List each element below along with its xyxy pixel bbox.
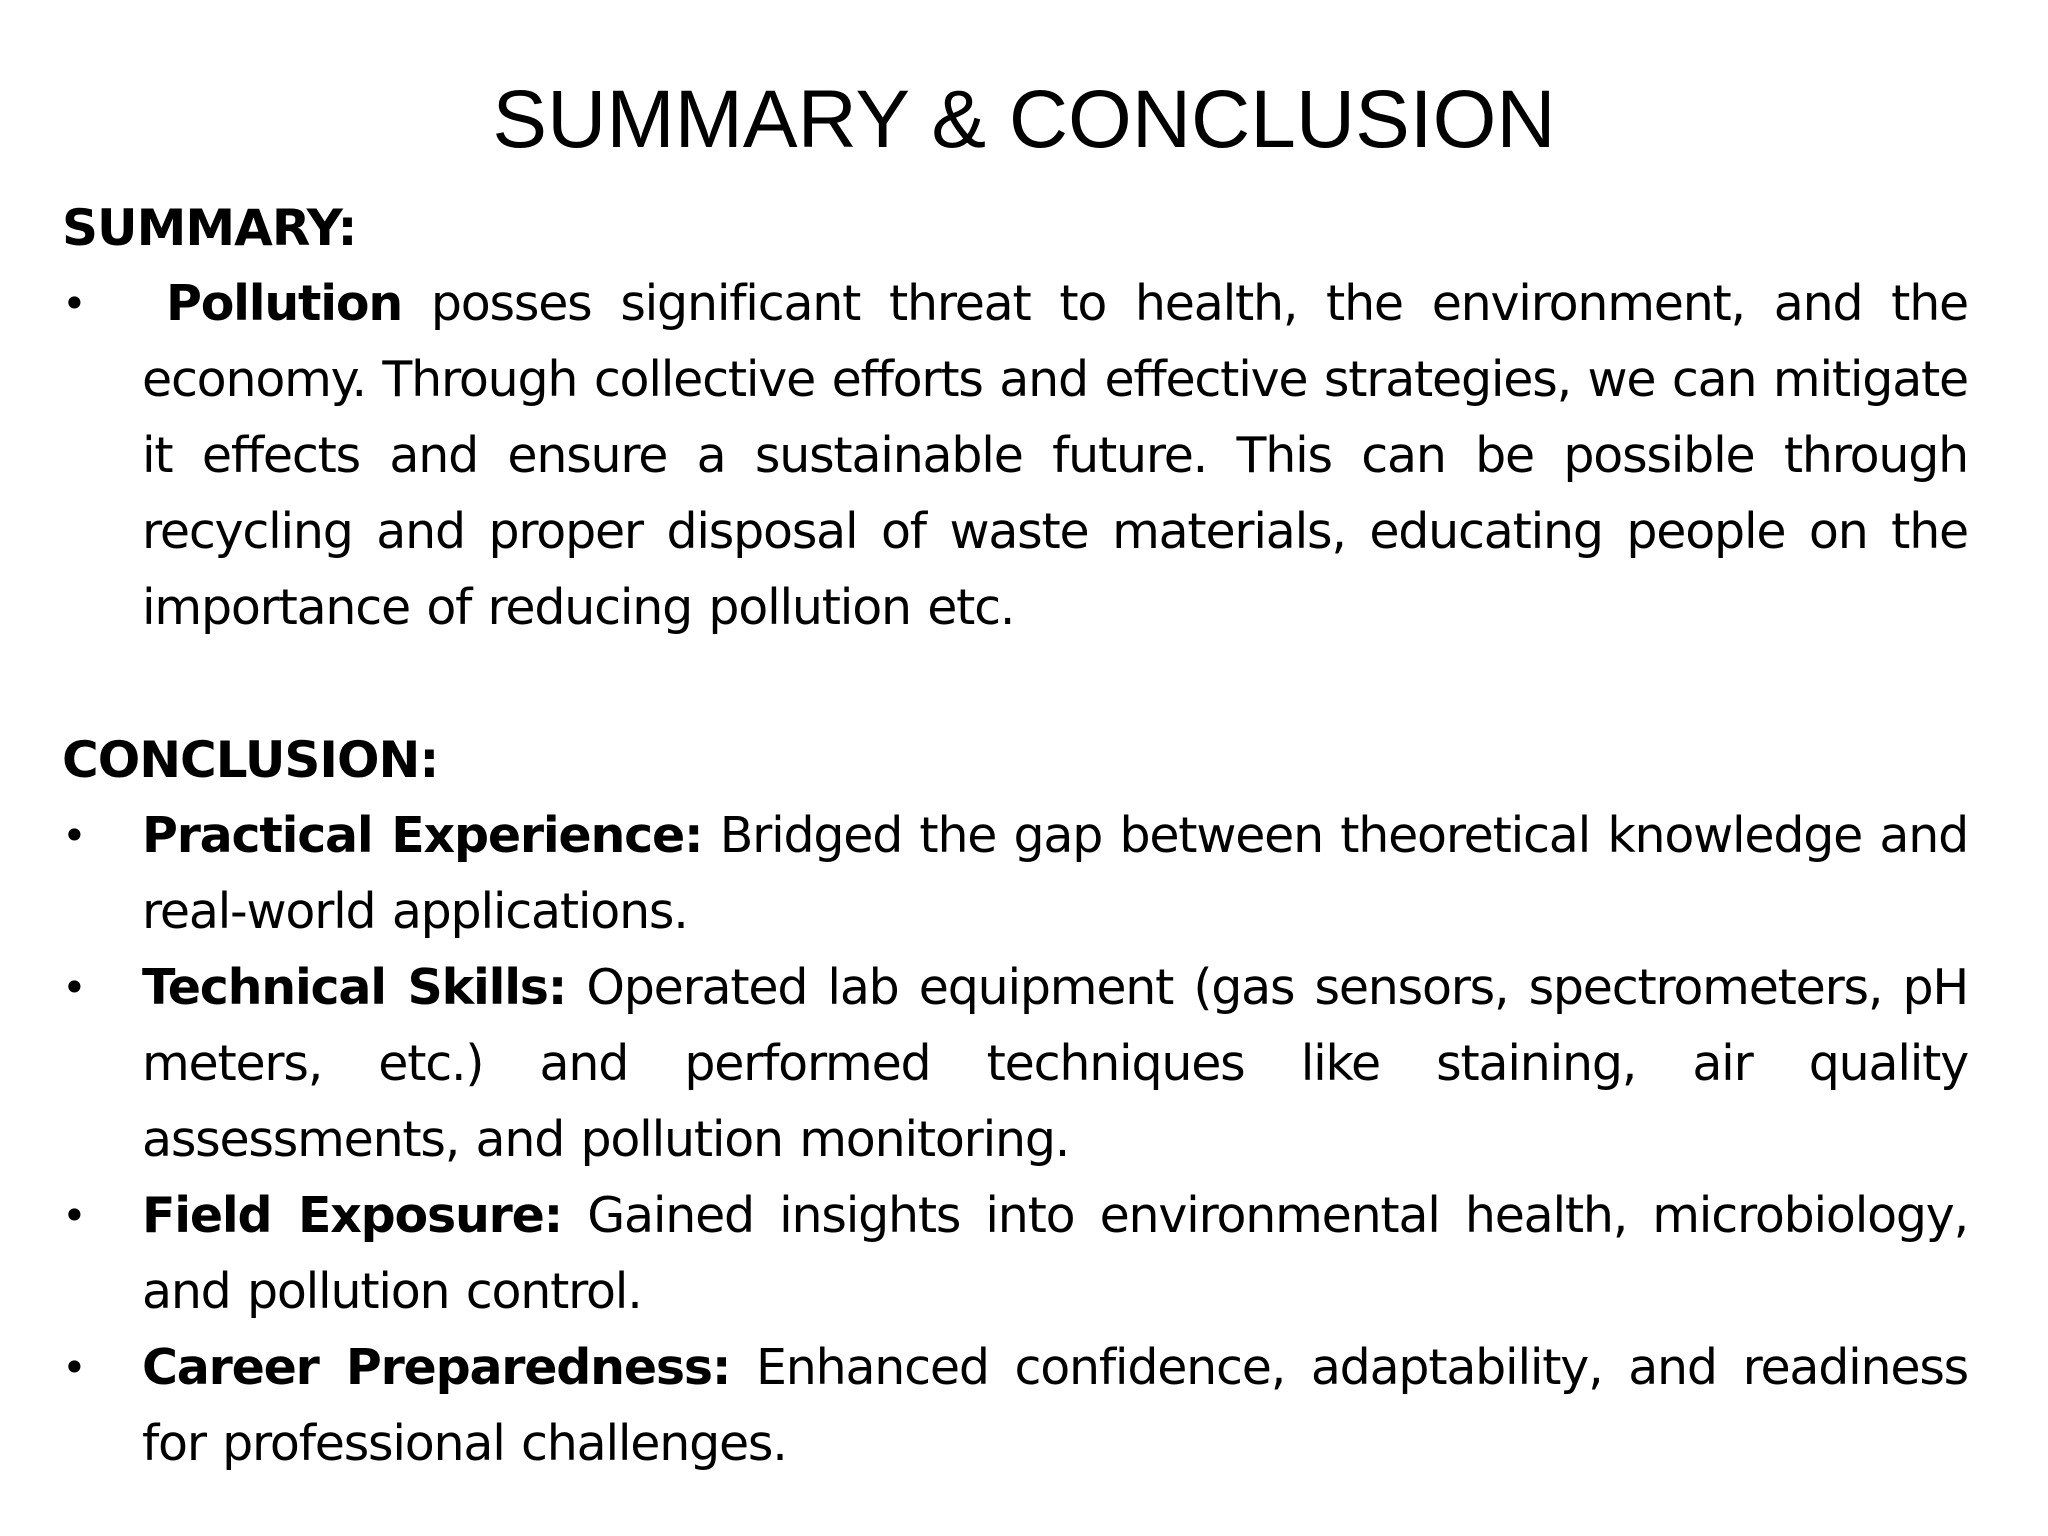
bullet-term: Field Exposure: [142,1187,563,1244]
conclusion-item-technical-skills [62,950,1968,1178]
slide-title: SUMMARY & CONCLUSION [492,74,1556,165]
bullet-text: posses significant threat to health, the environment, and the economy. Through collective efforts and effective strategies, we can mitigate it effects and ensure a sustainable future. This can be possible through recycling and proper disposal of waste materials, educating people on the importance of reducing pollution etc. [142,275,1968,636]
conclusion-heading: CONCLUSION: [62,731,439,789]
bullet-icon: • [62,963,86,1012]
bullet-icon: • [62,1343,86,1392]
bullet-icon: • [62,811,86,860]
bullet-text: Enhanced confidence, adaptability, and readiness for professional challenges. [142,1339,1968,1472]
summary-list [62,266,1968,646]
conclusion-item-field-exposure [62,1178,1968,1330]
summary-item [62,266,1968,646]
bullet-term: Practical Experience: [142,807,703,864]
bullet-term: Technical Skills: [142,959,567,1016]
bullet-text: Bridged the gap between theoretical knowledge and real-world applications. [142,807,1968,940]
bullet-text: Gained insights into environmental health, microbiology, and pollution control. [142,1187,1968,1320]
summary-heading: SUMMARY: [62,199,357,257]
bullet-icon: • [62,1191,86,1240]
conclusion-list [62,798,1968,1482]
bullet-term: Career Preparedness: [142,1339,731,1396]
conclusion-item-practical-experience [62,798,1968,950]
bullet-term: Pollution [166,275,403,332]
conclusion-item-career-preparedness [62,1330,1968,1482]
bullet-icon: • [62,279,86,328]
bullet-text: Operated lab equipment (gas sensors, spectrometers, pH meters, etc.) and performed techniques like staining, air quality assessments, and pollution monitoring. [142,959,1968,1168]
